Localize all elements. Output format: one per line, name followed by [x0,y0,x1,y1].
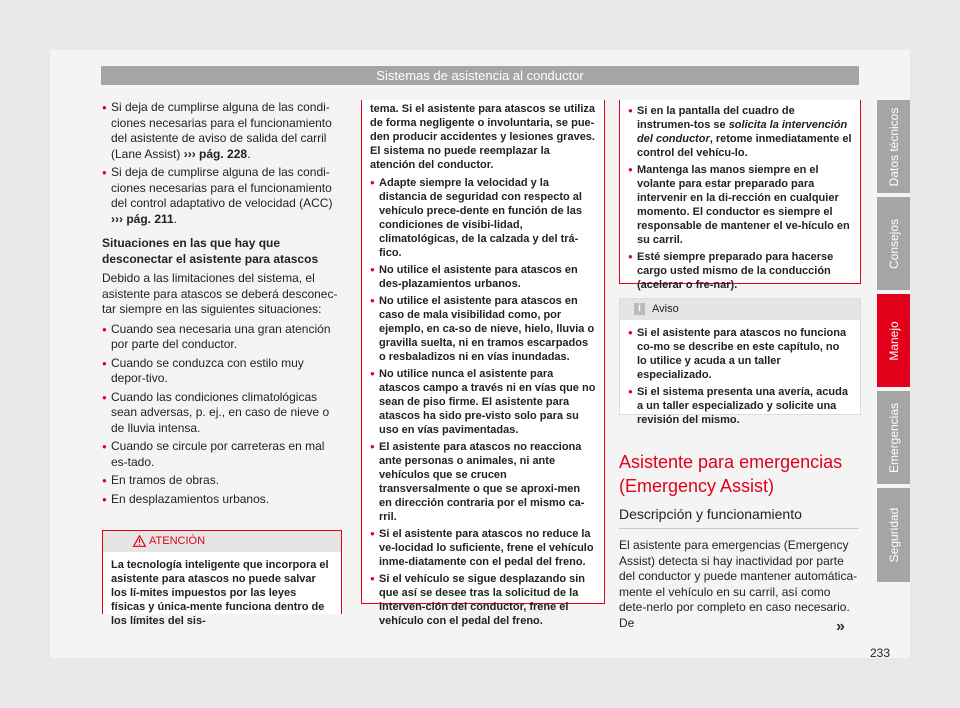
section-body: El asistente para emergencias (Emergency Assist) detecta si hay inactividad por parte del conductor y puede mantener automática-mente el vehículo en su carril, así como dete-nerlo por completo en caso necesario. De [619,538,858,630]
tab-emergencias[interactable] [877,391,910,484]
tab-label: Manejo [886,320,901,361]
warning-item: ● Si el asistente para atascos no reduce la ve-locidad lo suficiente, frene el vehículo inme-diatamente con el pedal del freno. [370,527,596,569]
warning-item: ● Adapte siempre la velocidad y la distancia de seguridad con respecto al vehículo prece-dente en función de las condiciones de visibi-lidad, climatológicas, de la calzada y del trá-fico. [370,176,596,260]
section-subtitle: Descripción y funcionamiento [619,506,859,529]
tab-label: Seguridad [886,507,901,563]
list-item: ● Cuando se circule por carreteras en mal es-tado. [102,439,340,470]
note-item: ● Si el sistema presenta una avería, acuda a un taller especializado y solicite una revisión del mismo. [628,385,852,427]
list-item: ● En desplazamientos urbanos. [102,492,340,508]
continue-arrow-icon: » [836,618,845,635]
warning-text: tema. Si el asistente para atascos se utiliza de forma negligente o involuntaria, se pue-den producir accidentes y lesiones graves. El sistema no puede reemplazar la atención del conductor. [370,103,595,171]
list-item-text: Si deja de cumplirse alguna de las condi-ciones necesarias para el funcionamiento del control adaptativo de velocidad (ACC) [111,165,333,210]
page-reference-link[interactable]: ››› pág. 228 [183,146,248,161]
note-header [620,299,860,320]
warning-item: ● No utilice el asistente para atascos en des-plazamientos urbanos. [370,263,596,291]
warning-item-text: Si en la pantalla del cuadro de instrumen-tos se [637,105,795,131]
page-header: Sistemas de asistencia al conductor [101,66,859,85]
warning-item: ● No utilice nunca el asistente para atascos campo a través ni en vías que no sean de piso firme. El asistente para atascos ha sido pre-visto solo para su uso en vías pavimentadas. [370,367,596,437]
warning-body [362,102,604,639]
list-item-text: Si deja de cumplirse alguna de las condi-ciones necesarias para el funcionamiento del asistente de aviso de salida del carril (Lane Assist) [111,100,332,161]
warning-item: ● No utilice el asistente para atascos en caso de mala visibilidad como, por ejemplo, en ca-so de nieve, hielo, lluvia o gravilla suelta, ni en tramos escarpados o resbaladizos ni en vías inundadas. [370,294,596,364]
note-item: ● Si el asistente para atascos no funciona co-mo se describe en este capítulo, no lo utilice y acuda a un taller especializado. [628,326,852,382]
warning-item: ● El asistente para atascos no reacciona ante personas o animales, ni ante vehículos que se crucen transversalmente o que se aproxi-men en dirección contraria por el mismo ca-rril. [370,440,596,524]
tab-datos-tecnicos[interactable] [877,100,910,193]
warning-box-continued-2 [619,100,861,291]
tab-label: Datos técnicos [886,107,901,186]
warning-body [620,104,860,303]
tab-consejos[interactable] [877,197,910,290]
tab-label: Consejos [886,218,901,269]
list-item: ● Si deja de cumplirse alguna de las condi-ciones necesarias para el funcionamiento del asistente de aviso de salida del carril (Lane Assist) ››› pág. 228. [102,100,340,162]
tab-label: Emergencias [886,402,901,473]
tab-manejo[interactable] [877,294,910,387]
page-number: 233 [870,646,891,660]
tab-seguridad[interactable] [877,488,910,582]
warning-header [103,531,341,552]
page-reference-link[interactable]: ››› pág. 211 [111,211,174,226]
section-title: Asistente para emergencias (Emergency Assist) [619,452,843,496]
note-label: Aviso [652,303,679,315]
list-item: ● Cuando se conduzca con estilo muy depor-tivo. [102,356,340,387]
warning-item [628,104,852,160]
warning-item-emphasis: solicita la intervención del conductor [637,119,848,145]
list-item: ● En tramos de obras. [102,473,340,489]
subheading: Situaciones en las que hay que desconectar el asistente para atascos [102,236,319,266]
warning-label: ATENCIÓN [149,535,206,547]
note-box [619,298,861,426]
list-item: ● Cuando las condiciones climatológicas sean adversas, p. ej., en caso de nieve o de lluvia intensa. [102,390,340,437]
warning-intro: La tecnología inteligente que incorpora el asistente para atascos no puede salvar los lí-mites impuestos por las leyes físicas y única-mente funciona dentro de los límites del sis- [111,559,329,627]
warning-item: ● Esté siempre preparado para hacerse cargo usted mismo de la conducción (acelerar o fre-nar). [628,250,852,292]
list-item: ● Cuando sea necesaria una gran atención por parte del conductor. [102,322,340,353]
info-icon: i [634,303,645,315]
paragraph: Debido a las limitaciones del sistema, el asistente para atascos se deberá desconec-tar siempre en las siguientes situaciones: [102,271,338,316]
warning-item-text: , retome inmediatamente el control del vehícu-lo. [637,133,852,159]
warning-item: ● Si el vehículo se sigue desplazando sin que así se desee tras la solicitud de la interven-ción del conductor, frene el vehículo con el pedal del freno. [370,572,596,628]
list-item: ● Si deja de cumplirse alguna de las condi-ciones necesarias para el funcionamiento del control adaptativo de velocidad (ACC) ››› pág. 211. [102,165,340,227]
note-body [620,320,860,436]
warning-item: ● Mantenga las manos siempre en el volante para estar preparado para intervenir en la di-rección en cualquier momento. El conductor es siempre el responsable de mantener el ve-hículo en su carril. [628,163,852,247]
column-1 [102,100,340,510]
warning-box [102,530,342,627]
warning-triangle-icon [133,535,146,547]
warning-box-continued [361,100,605,627]
